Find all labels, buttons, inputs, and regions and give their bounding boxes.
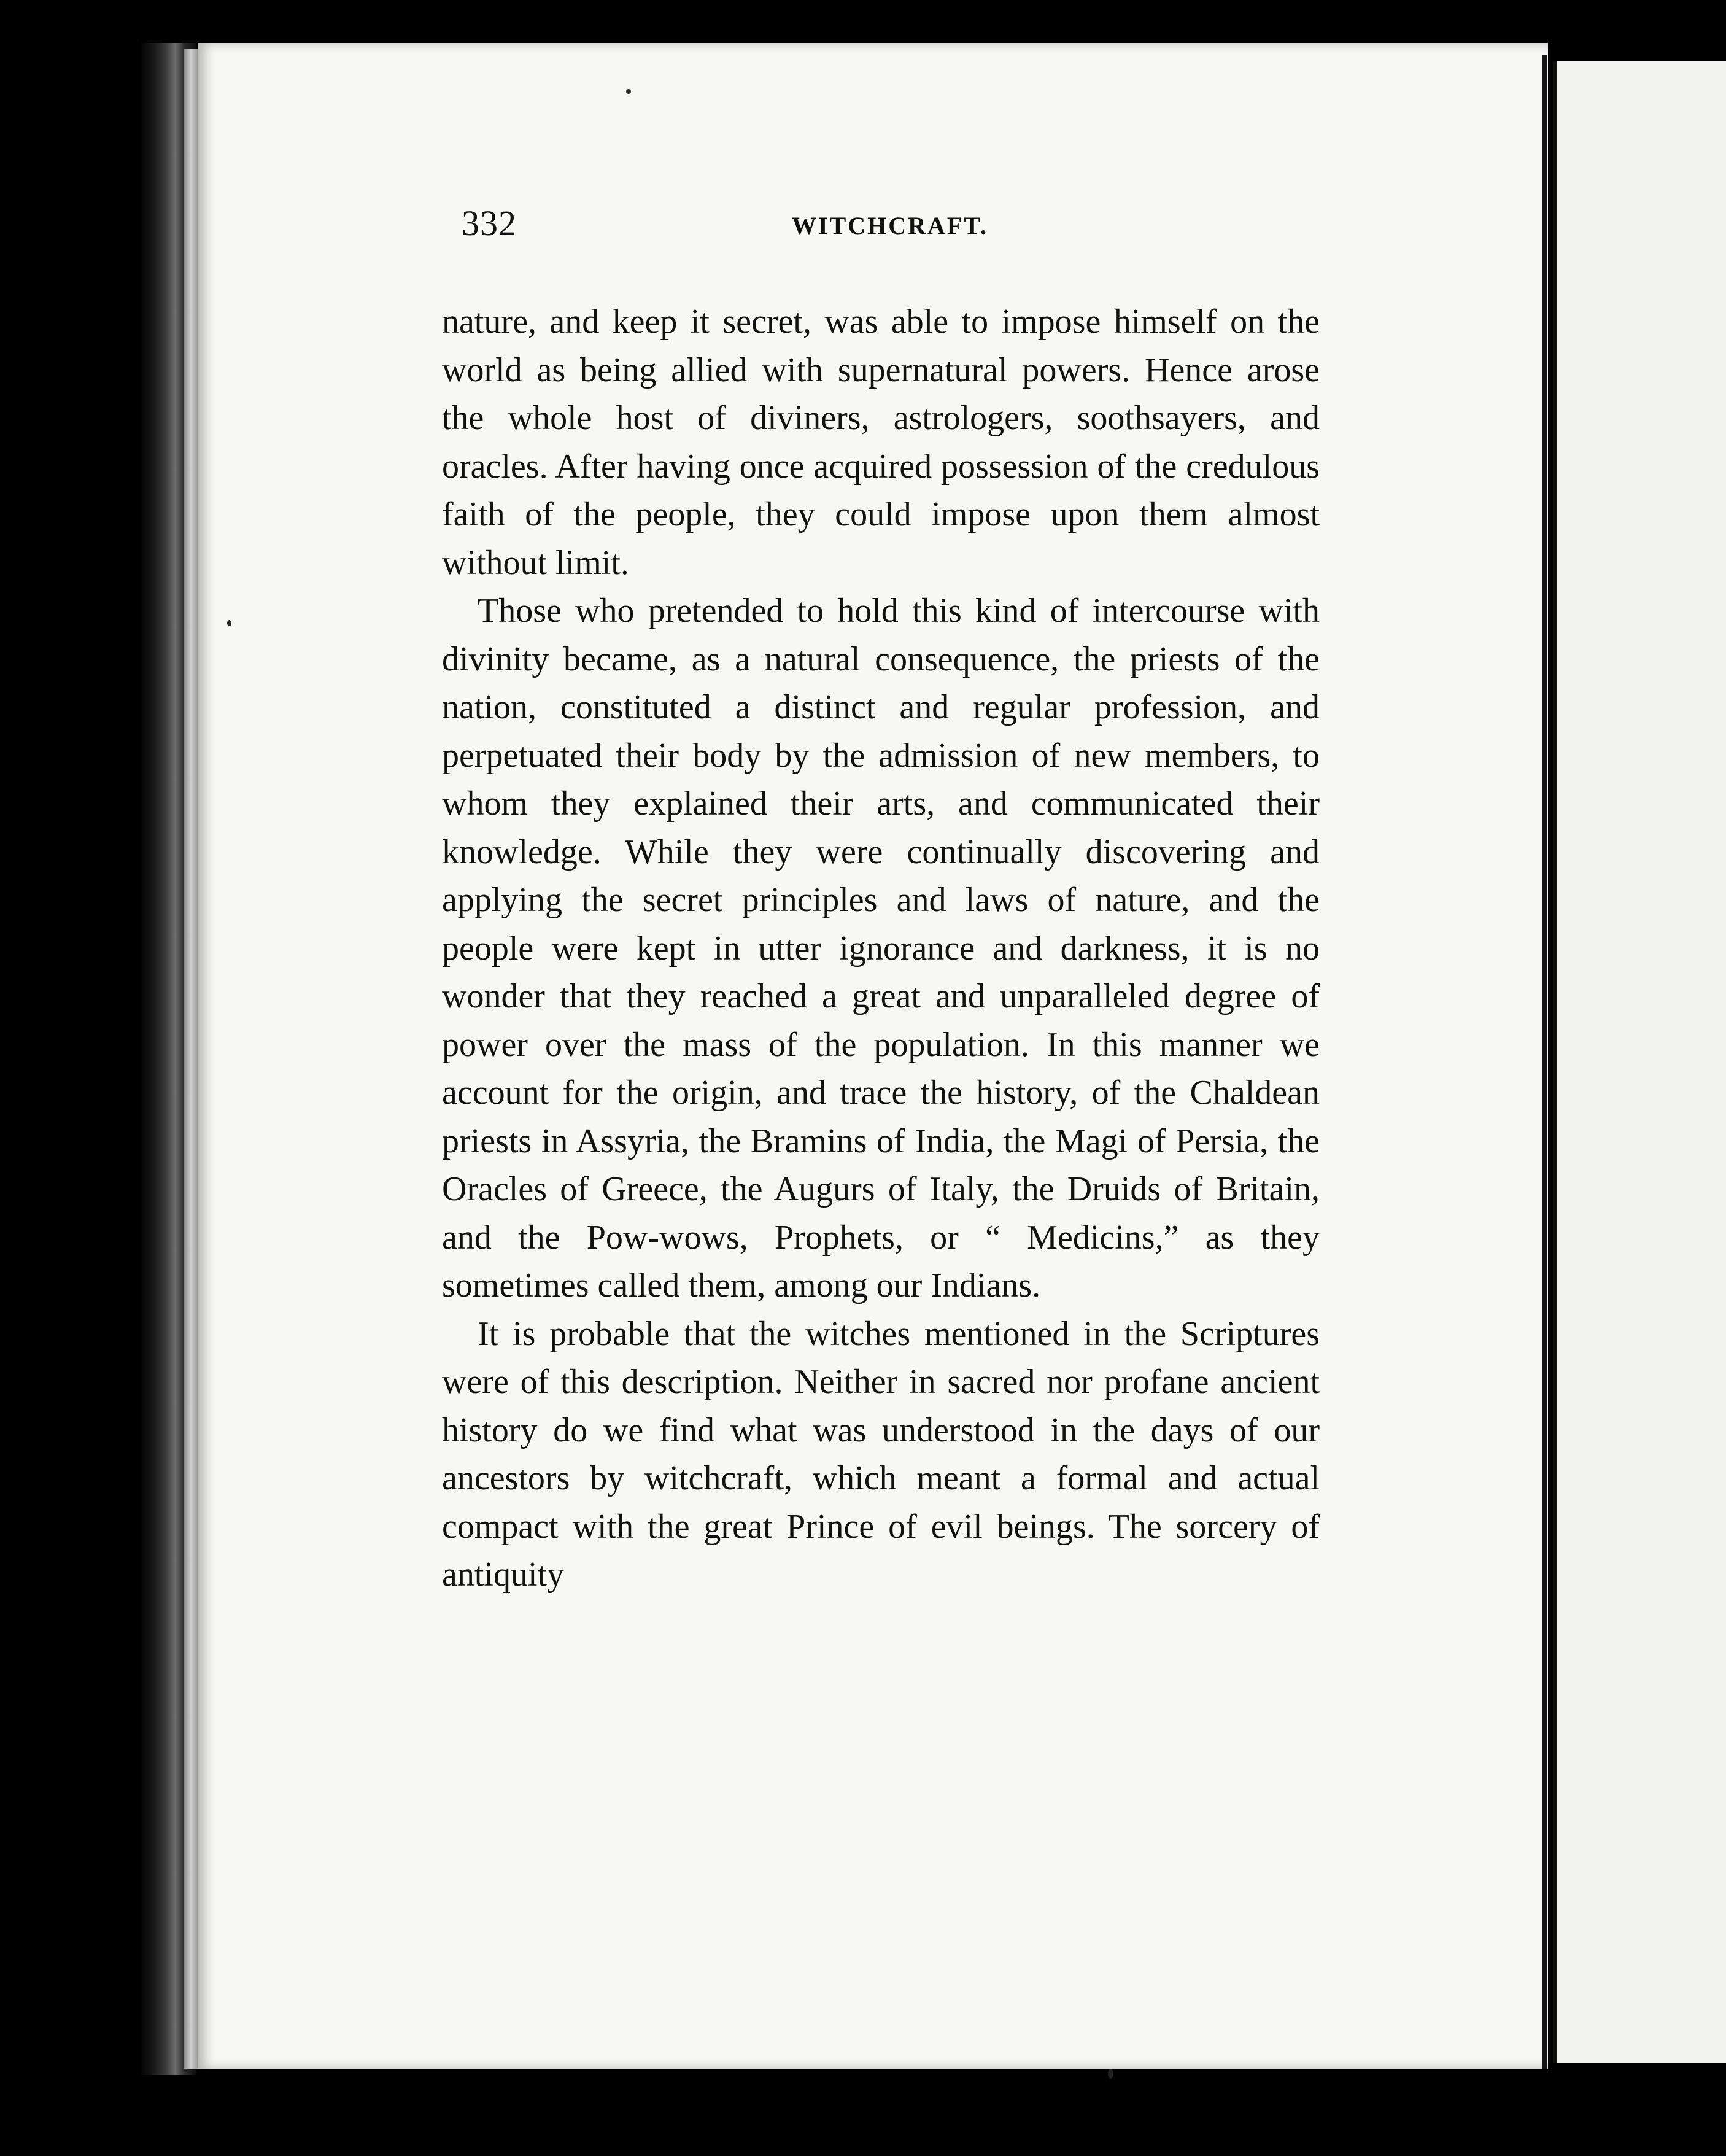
scan-speck	[227, 620, 231, 626]
paragraph-3: It is probable that the witches mentioned in the Scriptures were of this description. Neither in sacred nor profane ancient history do we find what was understood in the days of our ancestors by witchcraft, which meant a formal and actual compact with the great Prince of evil beings. The sorcery of antiquity	[442, 1314, 1320, 1594]
page-fold-line	[1542, 55, 1547, 2069]
scan-speck	[626, 89, 631, 94]
paragraph-1: nature, and keep it secret, was able to impose himself on the world as being allied with supernatural powers. Hence arose the whole host of diviners, astrologers, soothsayers, and oracles. After having once acquired possession of the credulous faith of the people, they could impose upon them almost without limit.	[442, 303, 1320, 582]
scan-speck	[1108, 2069, 1113, 2079]
page-gutter-edge	[184, 49, 198, 2069]
page-header	[264, 203, 1307, 258]
body-text	[442, 298, 1320, 1599]
paragraph-2: Those who pretended to hold this kind of intercourse with divinity became, as a natural consequence, the priests of the nation, constituted a distinct and regular profession, and perpetuated their body by the admission of new members, to whom they explained their arts, and communicated their knowledge. While they were continually discovering and applying the secret principles and laws of nature, and the people were kept in utter ignorance and darkness, it is no wonder that they reached a great and unparalleled degree of power over the mass of the population. In this manner we account for the origin, and trace the history, of the Chaldean priests in Assyria, the Bramins of India, the Magi of Persia, the Oracles of Greece, the Augurs of Italy, the Druids of Britain, and the Pow-wows, Prophets, or “ Medicins,” as they sometimes called them, among our Indians.	[442, 592, 1320, 1305]
facing-page-edge	[1553, 61, 1726, 2063]
page-number: 332	[462, 203, 517, 243]
running-head: WITCHCRAFT.	[792, 212, 989, 239]
